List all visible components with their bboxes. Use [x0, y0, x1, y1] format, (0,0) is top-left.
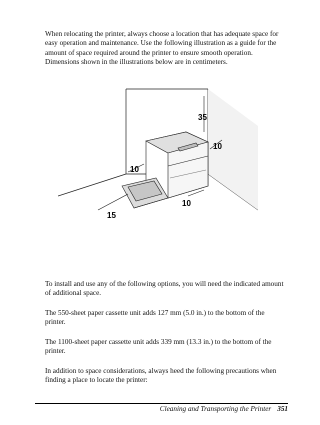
option-1100-paragraph: The 1100-sheet paper cassette unit adds 339 mm (13.3 in.) to the bottom of the printer. [45, 338, 272, 356]
page-footer [45, 405, 288, 413]
intro-paragraph: When relocating the printer, always choose a location that has adequate space for easy operation and maintenance. Use the following illustration as a guide for the amount of space required around the printer to ensure smooth operation. Dimensions shown in the illustrations below are in centimeters. [45, 30, 279, 66]
dimension-right: 10 [182, 199, 191, 208]
dimension-top: 35 [198, 113, 207, 122]
footer-title: Cleaning and Transporting the Printer [159, 405, 272, 413]
dimension-front: 15 [107, 211, 116, 220]
page-number: 351 [277, 405, 288, 413]
printer-clearance-illustration [58, 86, 258, 246]
footer-divider [35, 403, 288, 404]
dimension-back: 10 [213, 142, 222, 151]
precautions-paragraph: In addition to space considerations, always heed the following precautions when finding a place to locate the printer: [45, 367, 277, 385]
options-paragraph: To install and use any of the following options, you will need the indicated amount of additional space. [45, 280, 284, 298]
option-550-paragraph: The 550-sheet paper cassette unit adds 127 mm (5.0 in.) to the bottom of the printer. [45, 309, 265, 327]
dimension-left: 10 [130, 165, 139, 174]
